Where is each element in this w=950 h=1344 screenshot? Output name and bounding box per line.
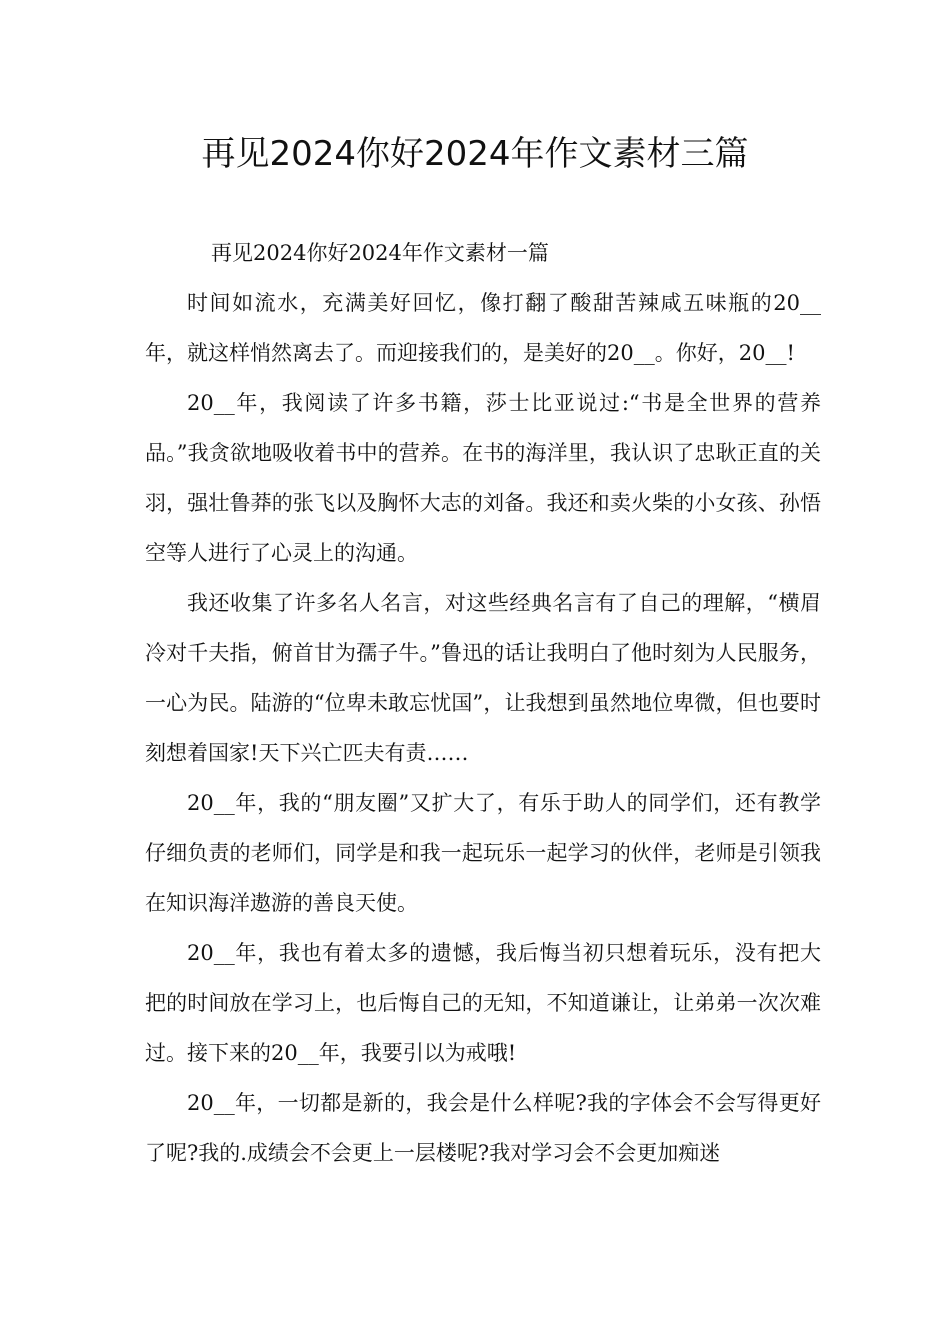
- paragraph-5: 20__年，我也有着太多的遗憾，我后悔当初只想着玩乐，没有把大把的时间放在学习上，也后悔自己的无知，不知道谦让，让弟弟一次次难过。接下来的20__年，我要引以为戒哦!: [145, 941, 821, 1065]
- paragraph-1: 时间如流水，充满美好回忆，像打翻了酸甜苦辣咸五味瓶的20__年，就这样悄然离去了。而迎接我们的，是美好的20__。你好，20__!: [145, 291, 821, 365]
- section-heading: 再见2024你好2024年作文素材一篇: [211, 241, 549, 265]
- paragraph-4: 20__年，我的“朋友圈”又扩大了，有乐于助人的同学们，还有教学仔细负责的老师们，同学是和我一起玩乐一起学习的伙伴，老师是引领我在知识海洋遨游的善良天使。: [145, 791, 821, 915]
- paragraph-3: 我还收集了许多名人名言，对这些经典名言有了自己的理解，“横眉冷对千夫指，俯首甘为孺子牛。”鲁迅的话让我明白了他时刻为人民服务，一心为民。陆游的“位卑未敢忘忧国”，让我想到虽然地位卑微，但也要时刻想着国家!天下兴亡匹夫有责……: [145, 591, 821, 765]
- paragraph-2: 20__年，我阅读了许多书籍，莎士比亚说过:“书是全世界的营养品。”我贪欲地吸收着书中的营养。在书的海洋里，我认识了忠耿正直的关羽，强壮鲁莽的张飞以及胸怀大志的刘备。我还和卖火柴的小女孩、孙悟空等人进行了心灵上的沟通。: [145, 391, 821, 565]
- document-title: 再见2024你好2024年作文素材三篇: [201, 134, 749, 174]
- document-body: [145, 228, 821, 1178]
- paragraph-6: 20__年，一切都是新的，我会是什么样呢?我的字体会不会写得更好了呢?我的.成绩会不会更上一层楼呢?我对学习会不会更加痴迷: [145, 1091, 821, 1165]
